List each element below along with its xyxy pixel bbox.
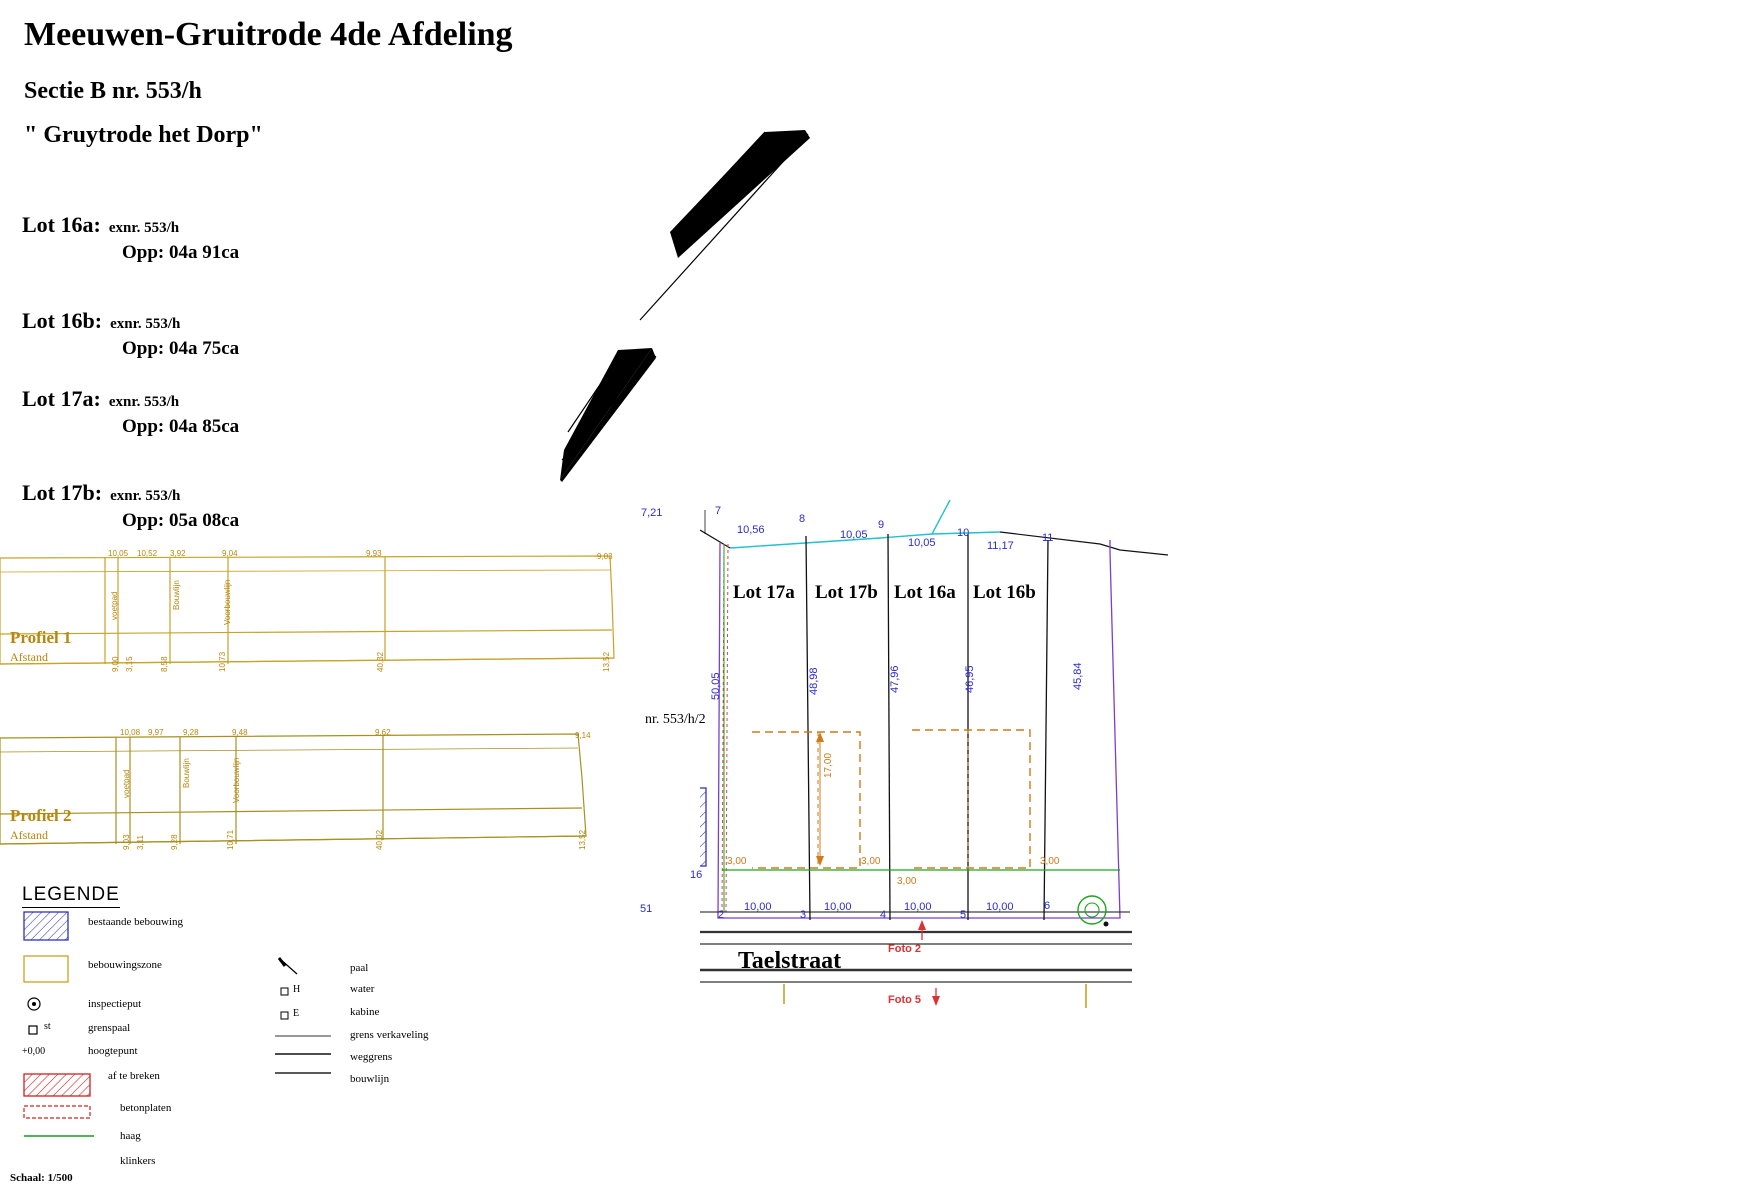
plan-depth: 45,84 bbox=[1072, 662, 1084, 690]
profiel2-dim-v: 9,28 bbox=[170, 834, 179, 850]
lot-name: Lot 17b: bbox=[22, 480, 103, 505]
legend-label-betonplaten: betonplaten bbox=[120, 1102, 172, 1114]
profiel1-dim-v: 8,58 bbox=[160, 656, 169, 672]
profiel1-dim: 10,52 bbox=[137, 549, 158, 558]
plan-bottom-width: 10,00 bbox=[744, 901, 772, 913]
plan-lot-tag-17a: Lot 17a bbox=[733, 582, 795, 603]
plan-bottom-point: 5 bbox=[960, 909, 967, 921]
profiel2-dim-v: 10,71 bbox=[226, 829, 235, 850]
lot-exnr: exnr. 553/h bbox=[110, 316, 181, 332]
legend-title: LEGENDE bbox=[22, 884, 120, 908]
plan-setback: 3,00 bbox=[1040, 856, 1060, 867]
profiel1-label: Profiel 1 bbox=[10, 628, 72, 647]
profiel2-label: Profiel 2 bbox=[10, 806, 72, 825]
north-arrow-decoration bbox=[560, 120, 890, 490]
lot-area: Opp: 04a 75ca bbox=[122, 338, 240, 359]
section-subtitle: Sectie B nr. 553/h bbox=[24, 78, 202, 104]
plan-top-width: 7,21 bbox=[641, 507, 663, 519]
lot-area: Opp: 05a 08ca bbox=[122, 510, 240, 531]
plan-bottom-width: 10,00 bbox=[986, 901, 1014, 913]
profiel1-col-label: voetpad bbox=[110, 591, 119, 620]
profiel2-col-label: voetpad bbox=[122, 769, 131, 798]
lot-exnr: exnr. 553/h bbox=[110, 488, 181, 504]
profiel1-dim: 9,04 bbox=[222, 549, 238, 558]
parcel-reference-label: nr. 553/h/2 bbox=[645, 712, 706, 727]
legend-label-inspectieput: inspectieput bbox=[88, 998, 142, 1010]
photo-marker-5: Foto 5 bbox=[888, 994, 921, 1006]
legend-label-weggrens: weggrens bbox=[350, 1051, 393, 1063]
plan-setback: 3,00 bbox=[861, 856, 881, 867]
profiel2-sublabel: Afstand bbox=[10, 828, 48, 842]
profiel1-dim: 9,03 bbox=[597, 552, 613, 561]
plan-top-width: 10,05 bbox=[908, 537, 936, 549]
profiel1-dim-v: 40,32 bbox=[376, 651, 385, 672]
plan-setback: 3,00 bbox=[897, 876, 917, 887]
plan-lot-tag-16a: Lot 16a bbox=[894, 582, 956, 603]
profiel2-dim: 10,08 bbox=[120, 728, 141, 737]
street-name-label: Taelstraat bbox=[738, 948, 842, 974]
legend-label-haag: haag bbox=[120, 1130, 141, 1142]
lot-name: Lot 16b: bbox=[22, 308, 103, 333]
legend-line-bouwlijn-symbol bbox=[275, 1068, 335, 1078]
profiel1-dim-v: 9,00 bbox=[111, 656, 120, 672]
lot-exnr: exnr. 553/h bbox=[108, 220, 180, 236]
plan-bottom-left-point: 51 bbox=[640, 903, 653, 915]
profiel-2-diagram bbox=[0, 726, 600, 876]
legend-label-grens-verkaveling: grens verkaveling bbox=[350, 1029, 429, 1041]
legend-symbol-label-hoogtepunt: +0,00 bbox=[22, 1046, 46, 1057]
plan-top-point: 11 bbox=[1042, 532, 1054, 544]
plan-build-depth: 17,00 bbox=[823, 752, 834, 778]
profiel2-dim-v: 40,02 bbox=[375, 829, 384, 850]
profiel1-dim: 3,92 bbox=[170, 549, 186, 558]
profiel2-col-label: Bouwlijn bbox=[182, 758, 191, 788]
lot-entry bbox=[22, 480, 239, 532]
legend-label-bestaande-bebouwing: bestaande bebouwing bbox=[88, 916, 183, 928]
plan-lot-tag-17b: Lot 17b bbox=[815, 582, 878, 603]
profiel1-sublabel: Afstand bbox=[10, 650, 48, 664]
profiel2-dim: 9,62 bbox=[375, 728, 391, 737]
legend-label-paal: paal bbox=[350, 962, 369, 974]
plan-depth: 46,95 bbox=[964, 665, 976, 693]
place-subtitle: " Gruytrode het Dorp" bbox=[24, 122, 263, 148]
legend-label-grenspaal: grenspaal bbox=[88, 1022, 131, 1034]
profiel1-col-label: Voorbouwlijn bbox=[223, 579, 232, 625]
plan-top-point: 7 bbox=[715, 505, 722, 517]
legend-label-af-te-breken: af te breken bbox=[108, 1070, 160, 1082]
profiel2-dim: 9,97 bbox=[148, 728, 164, 737]
plan-lot-tag-16b: Lot 16b bbox=[973, 582, 1036, 603]
profiel2-dim: 9,14 bbox=[575, 731, 591, 740]
photo-marker-2: Foto 2 bbox=[888, 943, 921, 955]
plan-top-point: 10 bbox=[957, 527, 970, 539]
plan-top-width: 10,05 bbox=[840, 529, 868, 541]
profiel2-dim: 9,48 bbox=[232, 728, 248, 737]
plan-top-width: 10,56 bbox=[737, 524, 765, 536]
legend-symbols-right bbox=[275, 950, 475, 1060]
plan-bottom-width: 10,00 bbox=[904, 901, 932, 913]
lot-name: Lot 17a: bbox=[22, 386, 101, 411]
legend-symbol-label-h: H bbox=[293, 984, 301, 995]
plan-bottom-point: 2 bbox=[718, 909, 725, 921]
plan-depth: 48,98 bbox=[808, 667, 820, 695]
legend-label-bouwlijn: bouwlijn bbox=[350, 1073, 390, 1085]
profiel1-dim-v: 3,15 bbox=[125, 656, 134, 672]
profiel1-col-label: Bouwlijn bbox=[172, 580, 181, 610]
profiel1-dim: 10,05 bbox=[108, 549, 129, 558]
profiel-1-diagram bbox=[0, 548, 620, 698]
legend-label-hoogtepunt: hoogtepunt bbox=[88, 1045, 138, 1057]
plan-depth: 47,96 bbox=[889, 665, 901, 693]
legend-label-water: water bbox=[350, 983, 375, 995]
profiel2-dim-v: 9,03 bbox=[122, 834, 131, 850]
lot-entry bbox=[22, 212, 239, 264]
profiel2-dim-v: 13,52 bbox=[578, 829, 587, 850]
plan-top-point: 9 bbox=[878, 519, 885, 531]
plan-depth: 50,05 bbox=[710, 672, 722, 700]
legend-symbol-label-st: st bbox=[44, 1021, 51, 1032]
legend-label-bebouwingszone: bebouwingszone bbox=[88, 959, 162, 971]
profiel1-dim-v: 10,73 bbox=[218, 651, 227, 672]
plan-bottom-point: 6 bbox=[1044, 900, 1051, 912]
page-title: Meeuwen-Gruitrode 4de Afdeling bbox=[24, 16, 513, 53]
plan-bottom-point: 3 bbox=[800, 909, 807, 921]
profiel2-col-label: Voorbouwlijn bbox=[232, 757, 241, 803]
lot-area: Opp: 04a 91ca bbox=[122, 242, 240, 263]
plan-left-parcel-number: 16 bbox=[690, 869, 703, 881]
plan-setback: 3,00 bbox=[727, 856, 747, 867]
lot-area: Opp: 04a 85ca bbox=[122, 416, 240, 437]
lot-exnr: exnr. 553/h bbox=[108, 394, 180, 410]
profiel1-dim-v: 13,52 bbox=[602, 651, 611, 672]
profiel1-dim: 9,93 bbox=[366, 549, 382, 558]
legend-label-kabine: kabine bbox=[350, 1006, 380, 1018]
plan-bottom-width: 10,00 bbox=[824, 901, 852, 913]
scale-label: Schaal: 1/500 bbox=[10, 1172, 73, 1184]
legend-symbol-label-e: E bbox=[293, 1008, 300, 1019]
legend-label-klinkers: klinkers bbox=[120, 1155, 156, 1167]
plan-bottom-point: 4 bbox=[880, 909, 887, 921]
lot-entry bbox=[22, 386, 239, 438]
plan-top-point: 8 bbox=[799, 513, 806, 525]
profiel2-dim-v: 3,11 bbox=[136, 835, 145, 850]
lot-name: Lot 16a: bbox=[22, 212, 101, 237]
plan-top-width: 11,17 bbox=[987, 540, 1014, 552]
lot-entry bbox=[22, 308, 239, 360]
profiel2-dim: 9,28 bbox=[183, 728, 199, 737]
